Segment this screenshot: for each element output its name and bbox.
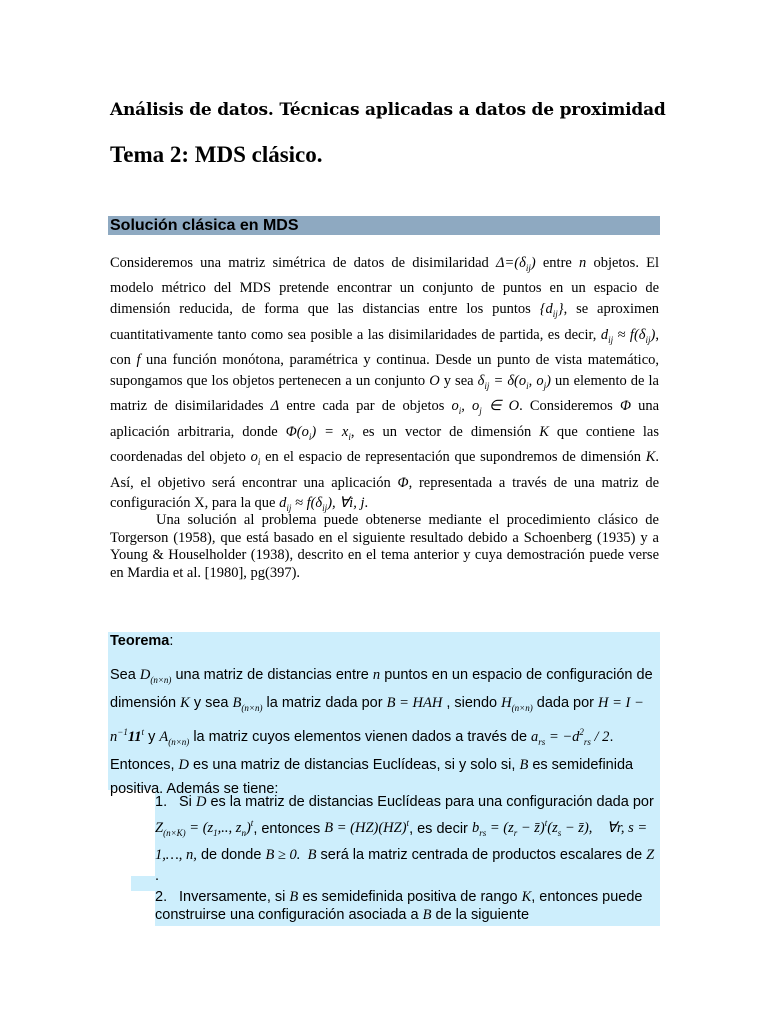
theorem-heading: Teorema: [110,633,174,649]
theorem-box-step [131,876,156,891]
theorem-item-1: 1. Si D es la matriz de distancias Euclídeas para una configuración dada por $Z_{(n\times K)} = (z_1$,.., $z_n)^t$, entonces B = (HZ)(HZ)$^t$, es decir $b_{rs} = (z_r$ − $z̄)^t(z_s$ − z̄), ∀r, s = 1,…, n, de donde B ≥ 0. B será la matriz centrada de productos escalares de Z . [155,794,655,885]
section-header [108,216,660,235]
course-title: Análisis de datos. Técnicas aplicadas a datos de proximidad [110,100,666,120]
paragraph-torgerson: Una solución al problema puede obtenerse mediante el procedimiento clásico de Torgerson (1958), que está basado en el siguiente resultado debido a Schoenberg (1935) y a Young & Houselholder (1938), descrito en el tema anterior y cuya demostración puede verse en Mardia et al. [1980], pg(397). [110,512,659,581]
paragraph-classical-solution: Consideremos una matriz simétrica de datos de disimilaridad $\Delta=(\delta_{ij})$ entre n objetos. El modelo métrico del MDS pretende encontrar un conjunto de puntos en un espacio de dimensión reducida, de forma que las distancias entre los puntos $\{d_{ij}\}$, se aproximen cuantitativamente tanto como sea posible a las disimilaridades de partida, es decir, $d_{ij} \approx f(\delta_{ij})$, con f una función monótona, paramétrica y continua. Desde un punto de vista matemático, supongamos que los objetos pertenecen a un conjunto O y sea $\delta_{ij} = \delta(o_i$, $o_j$) un elemento de la matriz de disimilaridades Δ entre cada par de objetos $o_i$, $o_j$ ∈ O. Consideremos Φ una aplicación arbitraria, donde $\Phi(o_i) = x_i$, es un vector de dimensión K que contiene las coordenadas del objeto $o_i$ en el espacio de representación que supondremos de dimensión K. Así, el objetivo será encontrar una aplicación Φ, representada a través de una matriz de configuración X, para la que $d_{ij} \approx f(\delta_{ij})$, ∀i, j. [110,255,660,514]
theorem-statement: Sea $D_{(n\times n)}$ una matriz de distancias entre n puntos en un espacio de configuración de dimensión K y sea $B_{(n\times n)}$ la matriz dada por B = HAH , siendo $H_{(n\times n)}$ dada por $H = I - n^{-1}11^t$ y $A_{(n\times n)}$ la matriz cuyos elementos vienen dados a través de $a_{rs} = -d^2_{rs} / 2$. Entonces, D es una matriz de distancias Euclídeas, si y solo si, B es semidefinida positiva. Además se tiene: [110,667,653,797]
math-delta-matrix: $\Delta=(\delta_{ij})$ [495,255,536,273]
section-title: Solución clásica en MDS [110,217,299,234]
theorem-item-2: 2. Inversamente, si B es semidefinida positiva de rango K, entonces puede construirse una configuración asociada a B de la siguiente [155,889,643,923]
topic-title: Tema 2: MDS clásico. [110,142,323,167]
